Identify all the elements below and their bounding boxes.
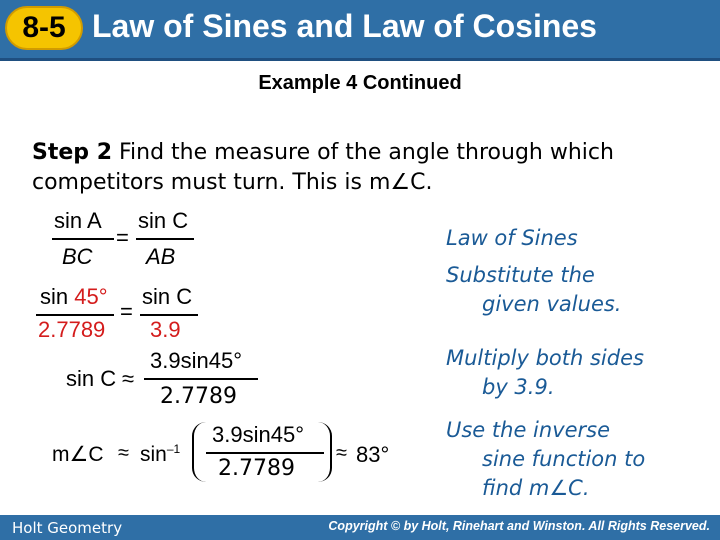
eq3-lhs: sin C [66, 366, 117, 391]
note-2-line-1: Substitute the [446, 263, 595, 287]
eq2-numerator-right: sin C [142, 284, 193, 309]
note-4-line-2: sine function to [482, 447, 646, 471]
eq4-fraction-bar [206, 452, 324, 454]
step-label: Step 2 [32, 140, 112, 165]
equation-law-of-sines [46, 208, 206, 274]
eq1-fraction-bar-left [52, 238, 114, 240]
equation-inverse-sine [52, 420, 412, 490]
note-multiply [446, 344, 644, 402]
eq4-coef: 3.9 [212, 422, 243, 447]
example-subtitle: Example 4 Continued [258, 72, 462, 94]
page-title: Law of Sines and Law of Cosines [92, 8, 597, 44]
eq4-num-sin: sin [242, 422, 271, 447]
eq2-numerator-left [40, 284, 108, 310]
footer-copyright: Copyright © by Holt, Rinehart and Winston. All Rights Reserved. [328, 519, 710, 533]
note-4-line-1: Use the inverse [446, 418, 611, 442]
note-1-text: Law of Sines [446, 226, 578, 250]
header-bar [0, 0, 720, 61]
eq3-angle: 45° [208, 348, 242, 373]
note-substitute [446, 261, 621, 319]
eq2-angle-value: 45° [74, 284, 108, 309]
eq4-inverse-sin [140, 442, 180, 467]
eq3-denominator: 2.7789 [160, 384, 237, 409]
eq2-denominator-left: 2.7789 [38, 317, 106, 342]
eq1-numerator-right: sin C [138, 208, 189, 233]
eq4-denominator: 2.7789 [218, 456, 295, 481]
eq1-equals: = [116, 225, 129, 250]
footer-course-name: Holt Geometry [12, 519, 123, 537]
eq3-approx: ≈ [122, 366, 135, 391]
step-text: Find the measure of the angle through which competitors must turn. This is m∠C. [32, 140, 614, 195]
note-2-line-2: given values. [482, 292, 622, 316]
lesson-number-badge: 8-5 [5, 6, 83, 50]
note-law-of-sines [446, 224, 578, 253]
eq4-approx2: ≈ [336, 442, 347, 464]
eq3-numerator [150, 348, 242, 374]
eq4-right-paren [316, 422, 332, 482]
eq1-numerator-left: sin A [54, 208, 102, 233]
step-instruction [32, 138, 692, 198]
equation-substitution [36, 284, 216, 348]
eq2-sin: sin [40, 284, 69, 309]
footer-bar [0, 515, 720, 540]
eq2-equals: = [120, 299, 133, 324]
equation-multiply [66, 348, 276, 414]
eq2-fraction-bar-right [140, 314, 198, 316]
eq4-result: 83° [356, 442, 390, 467]
eq1-fraction-bar-right [136, 238, 194, 240]
eq4-exponent: –1 [166, 442, 181, 456]
eq1-denominator-right: AB [146, 244, 176, 269]
note-inverse-sine [446, 416, 645, 503]
eq3-sin: sin [180, 348, 209, 373]
note-3-line-1: Multiply both sides [446, 346, 644, 370]
eq3-fraction-bar [144, 378, 258, 380]
eq2-denominator-right: 3.9 [150, 317, 181, 342]
eq1-denominator-left: BC [62, 244, 93, 269]
note-4-line-3: find m∠C. [482, 476, 590, 500]
eq4-approx: ≈ [118, 442, 129, 464]
eq4-sin: sin [140, 443, 167, 466]
note-3-line-2: by 3.9. [482, 375, 555, 399]
eq3-coef: 3.9 [150, 348, 181, 373]
eq2-fraction-bar-left [36, 314, 114, 316]
eq4-numerator [212, 422, 304, 448]
eq4-lhs: m∠C [52, 443, 104, 466]
eq4-angle: 45° [270, 422, 304, 447]
